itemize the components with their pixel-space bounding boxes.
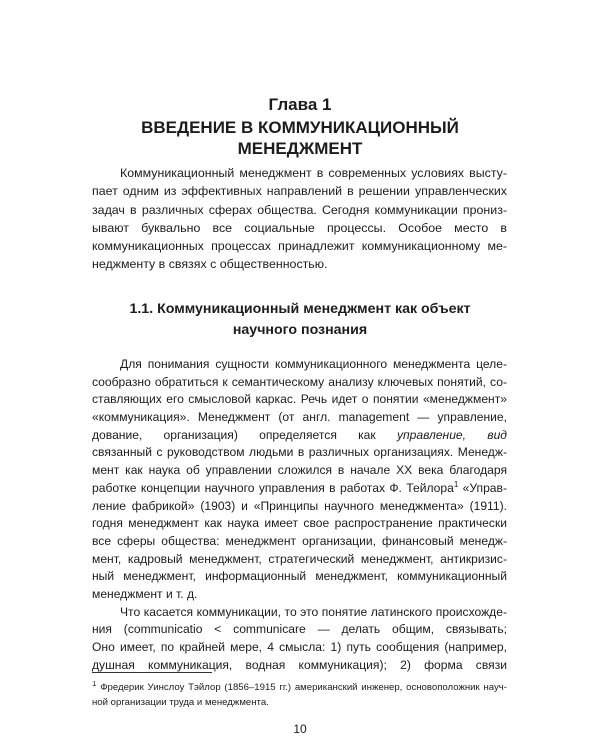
text-line: пает одним из эффективных направлений в решении управленческих [92, 184, 507, 199]
text-line: Оно имеет, по крайней мере, 4 смысла: 1) путь сообщения (например, [92, 640, 507, 654]
text-line: коммуникационных процессах принадлежит коммуникационному ме- [92, 239, 507, 254]
text-line: годня менеджмент как наука имеет свое распространение практически [92, 516, 507, 531]
footnote-divider [92, 672, 212, 673]
text-line: ывают буквально все социальные процессы. Особое место в [92, 220, 507, 235]
chapter-title-line: МЕНЕДЖМЕНТ [237, 139, 363, 158]
italic-term: управление, вид [396, 427, 507, 442]
text-line: душная коммуникация, водная коммуникация); 2) форма связи [92, 657, 507, 672]
section-title-line: научного познания [232, 322, 368, 338]
text-line: ния (communicatio < communicare — делать общим, связывать; [92, 622, 507, 637]
footnote [92, 681, 507, 710]
text-line: неджменту в связях с общественностью. [92, 257, 328, 272]
intro-paragraph [92, 164, 507, 274]
text-line: Для понимания сущности коммуникационного менеджмента целе- [120, 357, 507, 371]
chapter-title-line: ВВЕДЕНИЕ В КОММУНИКАЦИОННЫЙ [141, 118, 459, 137]
text-segment: «Управ- [462, 480, 507, 495]
text-line: мент, кадровый менеджмент, стратегический менеджмент, антикризис- [92, 551, 507, 566]
text-line: ление фабрикой» (1903) и «Принципы научного менеджмента» (1911). [92, 498, 507, 513]
text-segment: дование, организация) определяется как [92, 427, 376, 442]
text-line: «коммуникация». Менеджмент (от англ. management — управление, [92, 410, 507, 425]
body-text [92, 356, 507, 674]
text-line: ный менеджмент, информационный менеджмент, коммуникационный [92, 569, 507, 584]
text-line: все сферы общества: менеджмент организации, финансовый менедж- [92, 533, 507, 548]
text-segment: работке концепции научного управления в работах Ф. Тейлора [92, 480, 454, 495]
text-line: сообразно обратиться к семантическому анализу ключевых понятий, со- [92, 374, 507, 389]
footnote-marker: 1 [92, 681, 97, 688]
text-line: связанный с руководством людьми в различных организациях. Менедж- [92, 445, 507, 460]
text-line: задач в различных сферах общества. Сегодня коммуникации прониз- [92, 202, 507, 217]
text-line: Коммуникационный менеджмент в современных условиях высту- [120, 166, 507, 180]
footnote-line: ной организации труда и менеджмента. [92, 696, 269, 708]
text-line: мент как наука об управлении сложился в начале XX века благодаря [92, 463, 507, 478]
footnote-line [92, 681, 507, 696]
chapter-label: Глава 1 [268, 95, 332, 114]
footnote-text: Фредерик Уинслоу Тэйлор (1856–1915 гг.) американский инженер, основоположник науч- [100, 682, 507, 693]
text-line [92, 427, 507, 445]
section-title-line: 1.1. Коммуникационный менеджмент как объект [129, 301, 471, 317]
page-number: 10 [293, 722, 307, 736]
text-line: менеджмент и т. д. [92, 586, 198, 601]
footnote-reference[interactable]: 1 [453, 479, 459, 489]
text-line: ставляющих его смысловой каркас. Речь идет о понятии «менеджмент» [92, 392, 507, 407]
text-line [92, 480, 507, 498]
chapter-title [0, 117, 600, 159]
text-line: Что касается коммуникации, то это понятие латинского происхожде- [120, 604, 507, 619]
section-title [0, 299, 600, 341]
